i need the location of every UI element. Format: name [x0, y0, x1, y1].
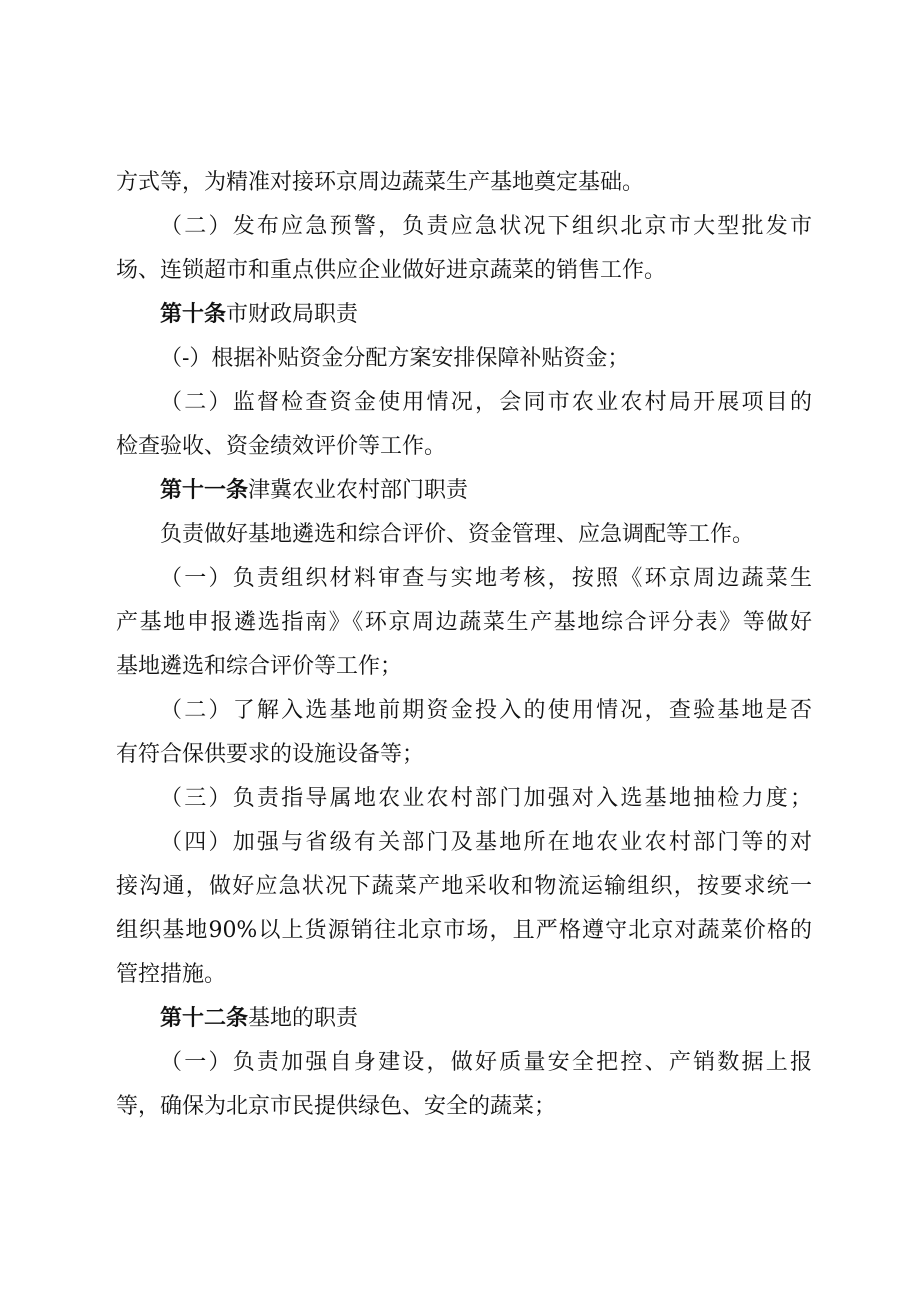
paragraph-line: （四）加强与省级有关部门及基地所在地农业农村部门等的对	[160, 830, 812, 855]
article-heading	[160, 469, 812, 513]
article-number: 第十二条	[160, 1006, 249, 1031]
paragraph-line: 管控措施。	[116, 962, 227, 987]
article-number: 第十一条	[160, 478, 249, 503]
paragraph-line: 检查验收、资金绩效评价等工作。	[116, 434, 447, 459]
paragraph-line: （一）负责组织材料审查与实地考核，按照《环京周边蔬菜生	[160, 566, 812, 591]
paragraph-line: 场、连锁超市和重点供应企业做好进京蔬菜的销售工作。	[116, 258, 667, 283]
article-title: 市财政局职责	[226, 302, 359, 327]
paragraph-line: （二）了解入选基地前期资金投入的使用情况，查验基地是否	[160, 698, 812, 723]
paragraph-line: 负责做好基地遴选和综合评价、资金管理、应急调配等工作。	[160, 522, 755, 547]
paragraph-line: 组织基地90%以上货源销往北京市场，且严格遵守北京对蔬菜价格的	[116, 918, 812, 943]
paragraph-line: 产基地申报遴选指南》《环京周边蔬菜生产基地综合评分表》等做好	[116, 610, 812, 635]
paragraph-line: （-）根据补贴资金分配方案安排保障补贴资金；	[160, 346, 630, 371]
article-title: 津冀农业农村部门职责	[248, 478, 469, 503]
paragraph-line: 等，确保为北京市民提供绿色、安全的蔬菜；	[116, 1094, 557, 1119]
paragraph-line: 接沟通，做好应急状况下蔬菜产地采收和物流运输组织，按要求统一	[116, 874, 812, 899]
paragraph-line: （一）负责加强自身建设，做好质量安全把控、产销数据上报	[160, 1050, 812, 1075]
paragraph-line: （二）监督检查资金使用情况，会同市农业农村局开展项目的	[160, 390, 812, 415]
article-number: 第十条	[160, 302, 227, 327]
paragraph-line: （二）发布应急预警，负责应急状况下组织北京市大型批发市	[160, 214, 812, 239]
paragraph-line: （三）负责指导属地农业农村部门加强对入选基地抽检力度；	[160, 786, 812, 811]
paragraph-line: 基地遴选和综合评价等工作；	[116, 654, 403, 679]
paragraph-line: 有符合保供要求的设施设备等；	[116, 742, 425, 767]
article-title: 基地的职责	[248, 1006, 359, 1031]
article-heading	[160, 997, 812, 1041]
article-heading	[160, 293, 812, 337]
paragraph-line: 方式等，为精准对接环京周边蔬菜生产基地奠定基础。	[116, 170, 645, 195]
